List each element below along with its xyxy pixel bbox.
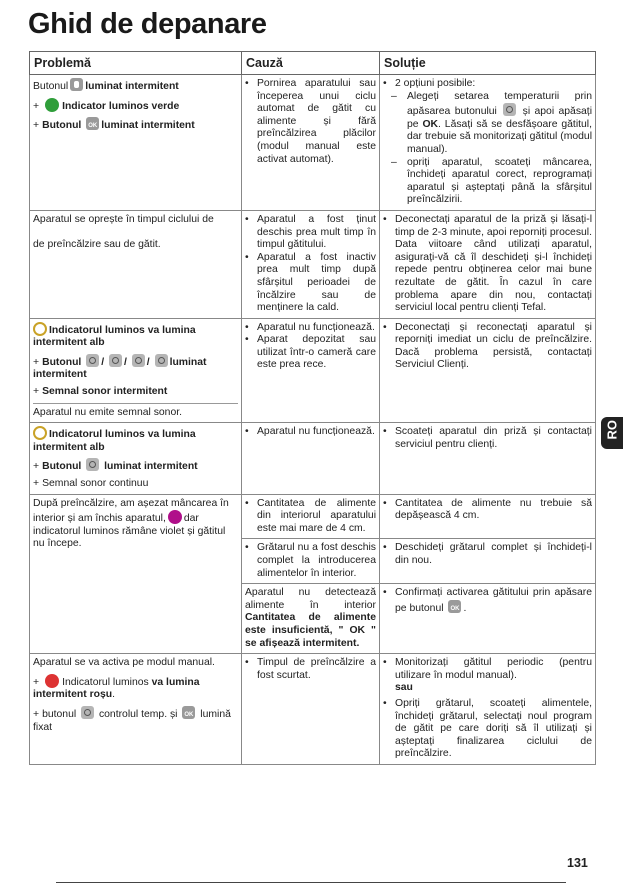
page-title: Ghid de depanare bbox=[28, 8, 267, 40]
solution-cell: • Deconectați și reconectați aparatul și reporniți imediat un ciclu de preîncălzire. Dacă problema persistă, contactați Serviciul Clienți. bbox=[380, 318, 596, 423]
table-row bbox=[30, 423, 596, 494]
table-row bbox=[30, 318, 596, 423]
cause-cell: • Aparatul nu funcționează. • Aparat depozitat sau utilizat într-o cameră care este prea rece. bbox=[242, 318, 380, 423]
cause-cell: • Cantitatea de alimente din interiorul aparatului este mai mare de 4 cm. bbox=[242, 494, 380, 539]
table-row bbox=[30, 210, 596, 318]
red-led-icon bbox=[45, 674, 59, 688]
ok-button-icon bbox=[448, 600, 461, 613]
header-solution: Soluție bbox=[380, 52, 596, 75]
table-row bbox=[30, 75, 596, 211]
problem-cell: După preîncălzire, am așezat mâncarea în interior și am închis aparatul, dar indicatorul luminos rămâne violet și gătitul nu începe. bbox=[30, 494, 242, 654]
program-button-icon bbox=[86, 354, 99, 367]
troubleshooting-table bbox=[29, 51, 596, 765]
cause-cell: • Pornirea aparatului sau începerea unui ciclu automat de gătit cu alimente și fără preîncălzirea plăcilor (modul manual este activat automat). bbox=[242, 75, 380, 211]
language-tab: RO bbox=[601, 417, 623, 449]
cause-cell: • Aparatul a fost ținut deschis prea mult timp în timpul gătitului. • Aparatul a fost inactiv prea mult timp după sfârșitul perioadei de încălzire sau de menținere la cald. bbox=[242, 210, 380, 318]
solution-cell: • 2 opțiuni posibile: – Alegeți setarea temperaturii prin apăsarea butonului și apoi apăsați pe OK. Lăsați să se desfășoare gătitul, dar trebuie să monitorizați gătitul (modul manual). – opriți aparatul, scoateți mâncarea, închideți aparatul corect, reprogramați aparatul și așteptați până la sfârșitul preîncălzirii. bbox=[380, 75, 596, 211]
header-cause: Cauză bbox=[242, 52, 380, 75]
page-number: 131 bbox=[567, 856, 588, 870]
white-led-icon bbox=[33, 322, 47, 336]
temperature-button-icon bbox=[503, 103, 516, 116]
problem-cell: Indicatorul luminos va lumina intermitent alb + Butonul luminat intermitent + Semnal sonor continuu bbox=[30, 423, 242, 494]
violet-led-icon bbox=[168, 510, 182, 524]
problem-cell: Indicatorul luminos va lumina intermitent alb + Butonul / / / luminat intermitent + Semnal sonor intermitent Aparatul nu emite semnal sonor. bbox=[30, 318, 242, 423]
table-row bbox=[30, 494, 596, 539]
program-button-icon bbox=[109, 354, 122, 367]
solution-cell: • Confirmați activarea gătitului prin apăsare pe butonul OK . bbox=[380, 584, 596, 654]
temperature-button-icon bbox=[81, 706, 94, 719]
program-button-icon bbox=[155, 354, 168, 367]
cause-cell: • Timpul de preîncălzire a fost scurtat. bbox=[242, 654, 380, 765]
problem-cell: Butonul luminat intermitent + Indicator luminos verde + Butonul OK luminat intermitent bbox=[30, 75, 242, 211]
ok-button-icon bbox=[86, 117, 99, 130]
footer-rule bbox=[56, 882, 566, 883]
problem-cell: Aparatul se oprește în timpul ciclului de de preîncălzire sau de gătit. bbox=[30, 210, 242, 318]
solution-cell: • Scoateți aparatul din priză și contactați serviciul pentru clienți. bbox=[380, 423, 596, 494]
header-problem: Problemă bbox=[30, 52, 242, 75]
cause-cell: • Grătarul nu a fost deschis complet la introducerea alimentelor în interior. bbox=[242, 539, 380, 584]
solution-cell: • Cantitatea de alimente nu trebuie să depășească 4 cm. bbox=[380, 494, 596, 539]
table-row bbox=[30, 654, 596, 765]
solution-cell: • Deconectați aparatul de la priză și lăsați-l timp de 2-3 minute, apoi reporniți procesul. Data viitoare când utilizați aparatul, asigurați-vă că îl deschideți și-l închideți repede pentru obținerea celor mai bune rezultate de gătit. În cazul în care problema apare din nou, contactați serviciul local pentru clienți Tefal. bbox=[380, 210, 596, 318]
lock-button-icon bbox=[70, 78, 83, 91]
solution-cell: • Monitorizați gătitul periodic (pentru utilizare în modul manual). sau • Opriți grătarul, scoateți alimentele, închideți grătarul, selectați noul program de gătit pe care doriți să îl utilizați și așteptați finalizarea ciclului de preîncălzire. bbox=[380, 654, 596, 765]
green-led-icon bbox=[45, 98, 59, 112]
program-button-icon bbox=[86, 458, 99, 471]
problem-cell: Aparatul se va activa pe modul manual. + Indicatorul luminos va lumina intermitent roșu. + butonul controlul temp. și OK lumină fixat bbox=[30, 654, 242, 765]
solution-cell: • Deschideți grătarul complet și închideți-l din nou. bbox=[380, 539, 596, 584]
program-button-icon bbox=[132, 354, 145, 367]
cause-cell: Aparatul nu detectează alimente în interior Cantitatea de alimente este insuficientă, " OK " se afișează intermitent. bbox=[242, 584, 380, 654]
cause-cell: • Aparatul nu funcționează. bbox=[242, 423, 380, 494]
ok-button-icon bbox=[182, 706, 195, 719]
white-led-icon bbox=[33, 426, 47, 440]
